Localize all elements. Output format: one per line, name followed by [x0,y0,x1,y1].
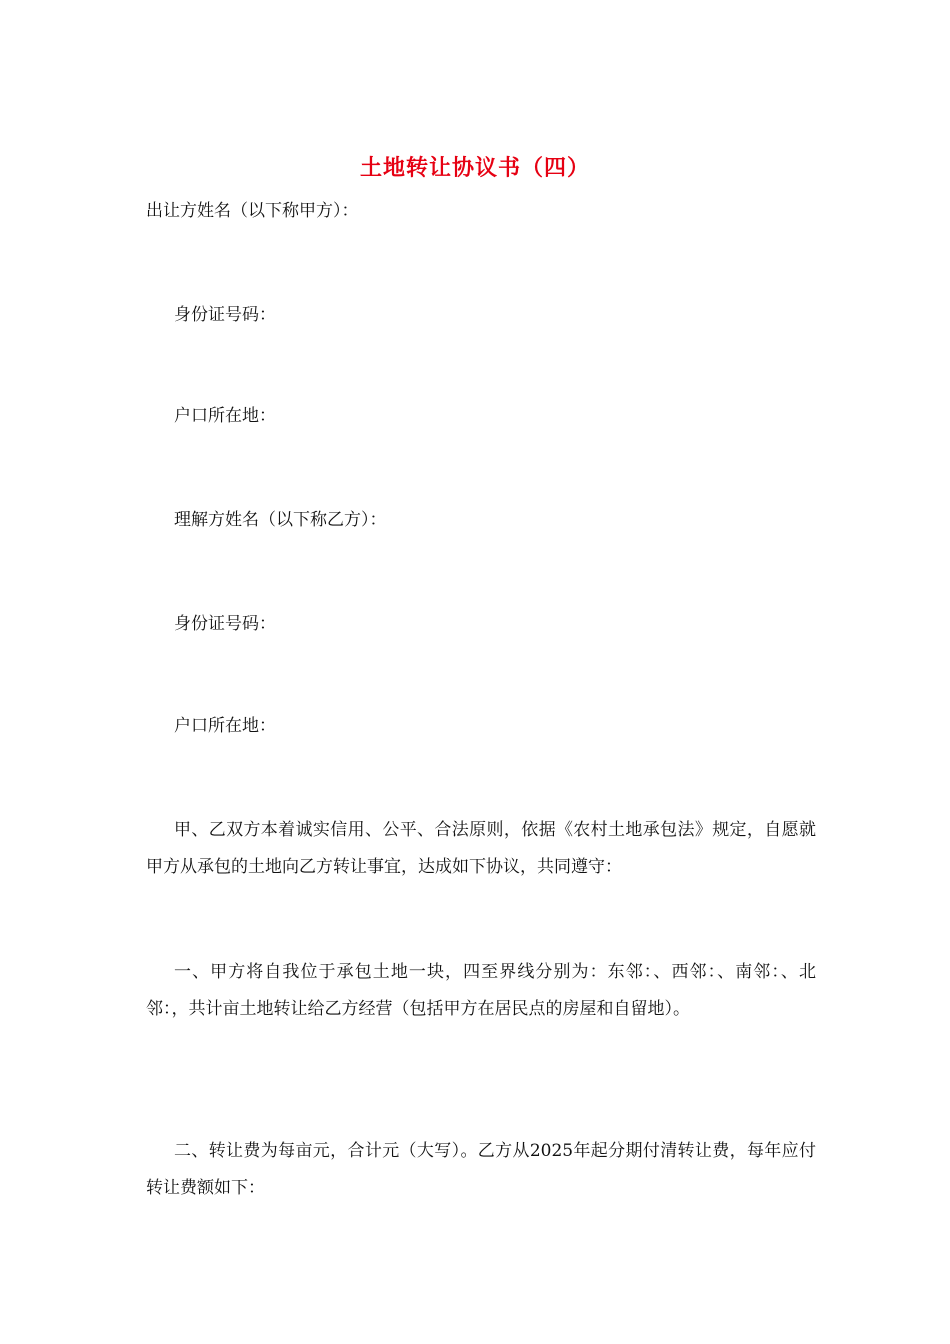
transferor-name-label: 出让方姓名（以下称甲方）： [146,201,359,221]
transferee-id-label: 身份证号码： [174,614,276,634]
transferee-name-label: 理解方姓名（以下称乙方）： [174,510,387,530]
clause-2: 二、转让费为每亩元，合计元（大写）。乙方从2025年起分期付清转让费，每年应付转让费额如下： [146,1141,816,1198]
agreement-preamble: 甲、乙双方本着诚实信用、公平、合法原则，依据《农村土地承包法》规定，自愿就甲方从承包的土地向乙方转让事宜，达成如下协议，共同遵守： [146,820,816,877]
transferor-residence-label: 户口所在地： [174,406,276,426]
transferee-residence-label: 户口所在地： [174,716,276,736]
transferor-id-label: 身份证号码： [174,305,276,325]
document-title: 土地转让协议书（四） [359,155,590,181]
clause-1: 一、甲方将自我位于承包土地一块，四至界线分别为：东邻：、西邻：、南邻：、北邻：，共计亩土地转让给乙方经营（包括甲方在居民点的房屋和自留地）。 [146,962,816,1019]
